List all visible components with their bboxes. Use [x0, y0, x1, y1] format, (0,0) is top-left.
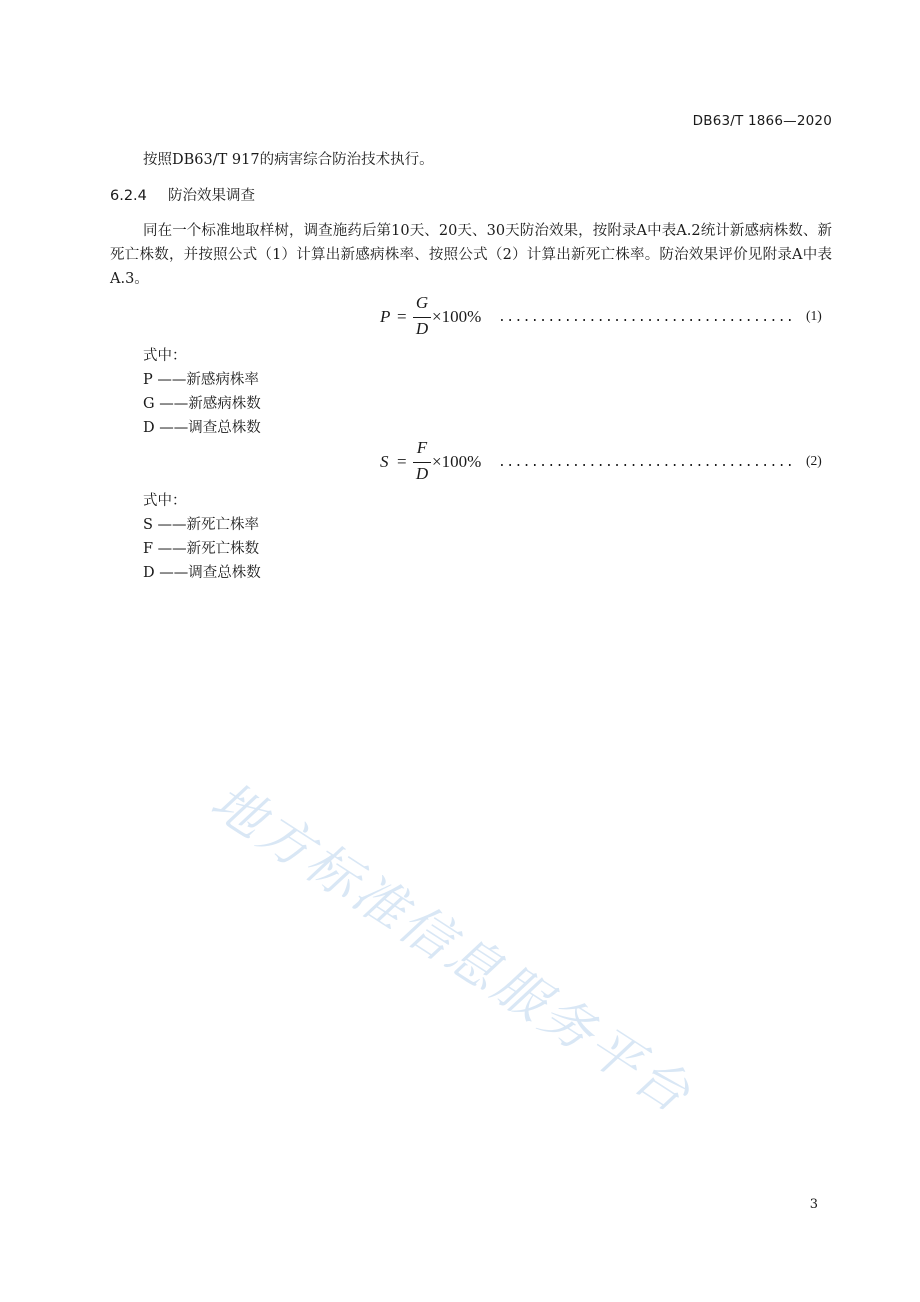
definition-symbol: P [143, 372, 153, 388]
definition-row [143, 537, 259, 561]
formula-1-fraction-bar [413, 317, 431, 318]
definition-text: 新感病株数 [188, 396, 261, 412]
definition-dash: —— [159, 396, 189, 412]
body-paragraph: 同在一个标准地取样树，调查施药后第10天、20天、30天防治效果，按附录A中表A.2统计新感病株数、新死亡株数，并按照公式（1）计算出新感病株率、按照公式（2）计算出新死亡株率。防治效果评价见附录A中表A.3。 [110, 223, 832, 287]
formula-1-denominator: D [415, 319, 429, 338]
formula-2-number: (2) [806, 453, 822, 468]
watermark: 地方标准信息服务平台 [200, 770, 703, 1127]
definition-symbol: D [143, 420, 155, 436]
formula-2-tail: ×100% [432, 452, 482, 471]
definition-row [143, 561, 261, 585]
definition-symbol: S [143, 517, 153, 533]
definition-symbol: G [143, 396, 155, 412]
formula-1-number: (1) [806, 308, 822, 323]
definition-text: 新死亡株率 [186, 517, 260, 533]
definition-text: 调查总株数 [188, 565, 261, 581]
definition-text: 调查总株数 [188, 420, 261, 436]
section-title: 防治效果调查 [168, 188, 255, 204]
definition-symbol: D [143, 565, 155, 581]
definition-row [143, 416, 261, 440]
definition-dash: —— [159, 420, 189, 436]
where-label-1: 式中： [143, 348, 187, 364]
formula-1-numerator: G [415, 293, 429, 312]
formula-1-tail: ×100% [432, 307, 482, 326]
definition-row [143, 392, 261, 416]
formula-2 [380, 440, 840, 488]
formula-2-lhs: S [380, 452, 389, 471]
formula-1 [380, 295, 840, 343]
formula-2-equals: = [397, 452, 407, 471]
section-number: 6.2.4 [110, 188, 147, 204]
formula-2-fraction-bar [413, 462, 431, 463]
definition-dash: —— [157, 372, 187, 388]
definition-text: 新死亡株数 [186, 541, 260, 557]
formula-1-lhs: P [380, 307, 391, 326]
page-number: 3 [809, 1197, 818, 1212]
definition-row [143, 513, 259, 537]
formula-2-leader-dots: .................................... [498, 455, 795, 470]
document-code-header: DB63/T 1866—2020 [692, 113, 832, 129]
formula-1-leader-dots: .................................... [498, 310, 795, 325]
definition-text: 新感病株率 [186, 372, 259, 388]
formula-1-equals: = [397, 307, 407, 326]
definition-dash: —— [157, 517, 187, 533]
definition-symbol: F [143, 541, 154, 557]
section-heading [110, 184, 255, 205]
where-label-2: 式中： [143, 493, 187, 509]
intro-line: 按照DB63/T 917的病害综合防治技术执行。 [143, 152, 434, 168]
definition-row [143, 368, 259, 392]
definition-dash: —— [159, 565, 189, 581]
definition-dash: —— [157, 541, 187, 557]
formula-2-denominator: D [415, 464, 429, 483]
formula-2-numerator: F [416, 438, 428, 457]
